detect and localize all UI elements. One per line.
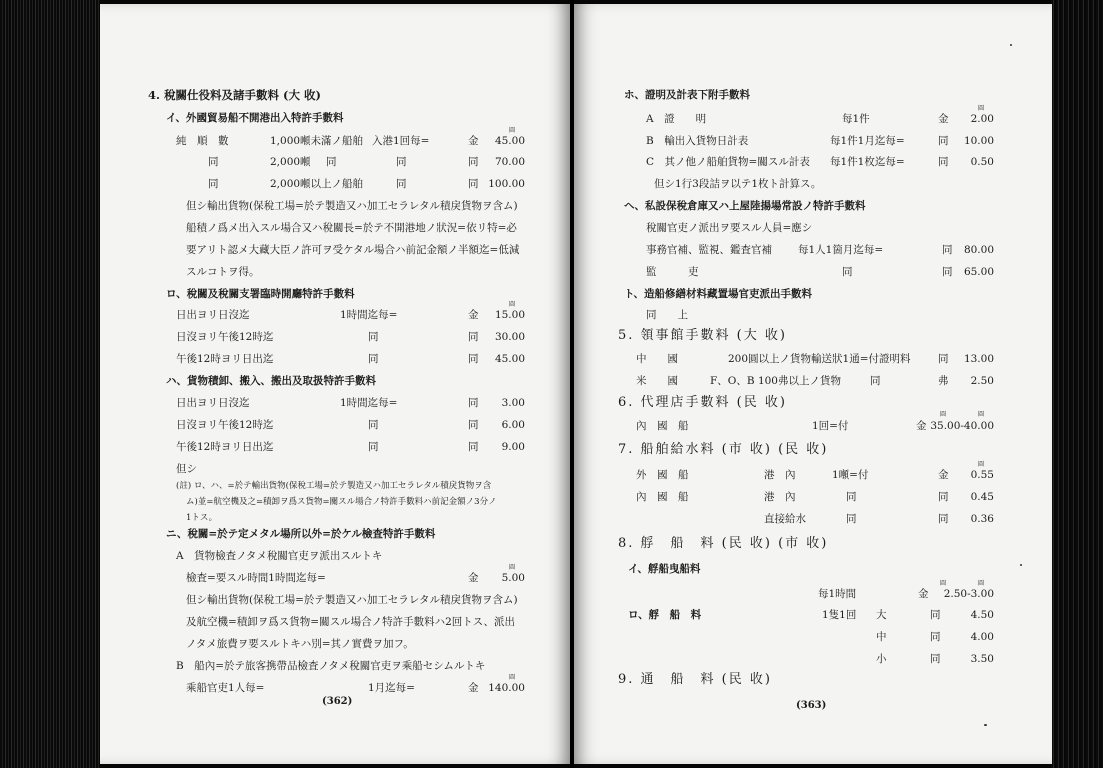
note-line: 但シ1行3段詰ヲ以テ1枚ト計算ス。 xyxy=(654,178,822,190)
page-number: (362) xyxy=(322,696,353,707)
fee-row: A 證 明 每1件 金 2.00 xyxy=(646,113,994,125)
fee-row: 同 2,000噸 同 同 同 70.00 xyxy=(208,156,525,168)
fee-row: 事務官補、監視、鑑査官補 每1人1箇月迄每= 同 80.00 xyxy=(646,244,994,256)
fee-row: 日出ヨリ日沒迄 1時間迄每= 金 15.00 xyxy=(176,309,525,321)
subsection-title: ハ、貨物積卸、搬入、搬出及取扱特許手數料 xyxy=(166,375,376,387)
fee-row: ロ、艀 船 料 1隻1回 大 同 4.50 xyxy=(628,609,994,621)
footnote-line: (註) ロ、ハ、=於テ輸出貨物(保稅工場=於テ製造又ハ加工セラレタル積戾貨物ヲ含 xyxy=(176,481,492,491)
fee-row: 同 上 xyxy=(646,309,688,321)
note-line: B 船內=於テ旅客携帶品檢査ノタメ稅關官吏ヲ乘船セシムルトキ xyxy=(176,660,486,672)
subsection-title: イ、外國貿易船不開港出入特許手數料 xyxy=(166,112,344,124)
note-line: 稅關官吏ノ派出ヲ要スル人員=應シ xyxy=(646,222,813,234)
unit-label: 圓 xyxy=(509,127,516,134)
fee-row: 外 國 船 港 內 1噸=付 金 0.55 xyxy=(636,469,994,481)
section-title-4: 4. 稅關仕役料及諸手數料 (大 收) xyxy=(148,88,321,102)
fee-row: 午後12時ヨリ日出迄 同 同 9.00 xyxy=(176,441,525,453)
fee-row: 小 同 3.50 xyxy=(876,653,994,665)
right-page xyxy=(574,4,1052,764)
note-line: スルコトヲ得。 xyxy=(186,266,260,278)
fee-row: 檢査=要スル時間1時間迄每= 金 5.00 xyxy=(186,572,525,584)
unit-label: 圓 xyxy=(978,580,985,587)
note-line: 但シ xyxy=(176,463,197,475)
fee-row: 內 國 船 1回=付 金 35.00-40.00 xyxy=(636,420,994,432)
fee-row: 純 順 數 1,000噸未滿ノ船舶 入港1回每= 金 45.00 xyxy=(176,135,525,147)
unit-label: 圓 xyxy=(940,580,947,587)
subsection-title: イ、艀船曳船料 xyxy=(628,563,701,575)
section-title-6: 6. 代理店手數料 (民 收) xyxy=(618,395,787,410)
note-line: 船積ノ爲メ出入スル場合又ハ稅關長=於テ不開港地ノ狀況=依リ特=必 xyxy=(186,222,517,234)
fee-row: 米 國 F、O、B 100弗以上ノ貨物 同 弗 2.50 xyxy=(636,375,994,387)
fee-row: 日沒ヨリ午後12時迄 同 同 6.00 xyxy=(176,419,525,431)
fee-row: 同 2,000噸以上ノ船舶 同 同 100.00 xyxy=(208,178,525,190)
subsection-title: ヘ、私設保稅倉庫又ハ上屋陸揚場常設ノ特許手數料 xyxy=(624,200,866,212)
unit-label: 圓 xyxy=(978,411,985,418)
fee-row: C 其ノ他ノ船舶貨物=關スル計表 每1件1枚迄每= 同 0.50 xyxy=(646,156,994,168)
fee-row: 日沒ヨリ午後12時迄 同 同 30.00 xyxy=(176,331,525,343)
fee-row: 每1時間 金 2.50-3.00 xyxy=(818,588,994,600)
fee-row: 乘船官吏1人每= 1月迄每= 金 140.00 xyxy=(186,682,525,694)
page-number: (363) xyxy=(796,700,827,711)
unit-label: 圓 xyxy=(509,674,516,681)
subsection-title: ホ、證明及計表下附手數料 xyxy=(624,89,750,101)
section-title-8: 8. 艀 船 料 (民 收) (市 收) xyxy=(618,536,829,551)
fee-row: 直接給水 同 同 0.36 xyxy=(764,513,994,525)
subsection-title: ロ、稅關及稅關支署臨時開廳特許手數料 xyxy=(166,288,355,300)
note-line: 要アリト認メ大藏大臣ノ許可ヲ受ケタル場合ハ前記金額ノ半額迄=低減 xyxy=(186,244,520,256)
footnote-line: 1トス。 xyxy=(186,513,218,523)
unit-label: 圓 xyxy=(509,301,516,308)
note-line: 但シ輸出貨物(保稅工場=於テ製造又ハ加工セラレタル積戾貨物ヲ含ム) xyxy=(186,200,518,212)
unit-label: 圓 xyxy=(940,411,947,418)
section-title-7: 7. 船舶給水料 (市 收) (民 收) xyxy=(618,442,829,457)
note-line: A 貨物檢査ノタメ稅關官吏ヲ派出スルトキ xyxy=(176,550,383,562)
fee-row: B 輸出入貨物日計表 每1件1月迄每= 同 10.00 xyxy=(646,135,994,147)
unit-label: 圓 xyxy=(509,564,516,571)
section-title-9: 9. 通 船 料 (民 收) xyxy=(618,672,772,687)
print-speck xyxy=(1020,564,1022,566)
left-page xyxy=(100,4,570,764)
note-line: 及航空機=積卸ヲ爲ス貨物=關スル場合ノ特許手數料ハ2回トス、派出 xyxy=(186,616,515,628)
footnote-line: ム)並=航空機及之=積卸ヲ爲ス貨物=關スル場合ノ特許手數料ハ前記金額ノ3分ノ xyxy=(186,497,497,507)
book-edge-left xyxy=(0,0,100,768)
print-speck xyxy=(984,724,987,726)
note-line: ノタメ旅費ヲ要スルトキハ別=其ノ實費ヲ加フ。 xyxy=(186,638,414,650)
fee-row: 內 國 船 港 內 同 同 0.45 xyxy=(636,491,994,503)
fee-row: 監 吏 同 同 65.00 xyxy=(646,266,994,278)
fee-row: 日出ヨリ日沒迄 1時間迄每= 同 3.00 xyxy=(176,397,525,409)
note-line: 但シ輸出貨物(保稅工場=於テ製造又ハ加工セラレタル積戾貨物ヲ含ム) xyxy=(186,594,518,606)
fee-row: 午後12時ヨリ日出迄 同 同 45.00 xyxy=(176,353,525,365)
fee-row: 中 同 4.00 xyxy=(876,631,994,643)
unit-label: 圓 xyxy=(978,461,985,468)
subsection-title: ニ、稅關=於テ定メタル場所以外=於ケル檢査特許手數料 xyxy=(166,528,436,540)
subsection-title: ト、造船修繕材料藏置場官吏派出手數料 xyxy=(624,288,813,300)
fee-row: 中 國 200圓以上ノ貨物輸送狀1通=付證明料 同 13.00 xyxy=(636,353,994,365)
book-edge-right xyxy=(1051,0,1103,768)
unit-label: 圓 xyxy=(978,105,985,112)
print-speck xyxy=(1010,44,1012,46)
section-title-5: 5. 領事館手數料 (大 收) xyxy=(618,328,787,343)
